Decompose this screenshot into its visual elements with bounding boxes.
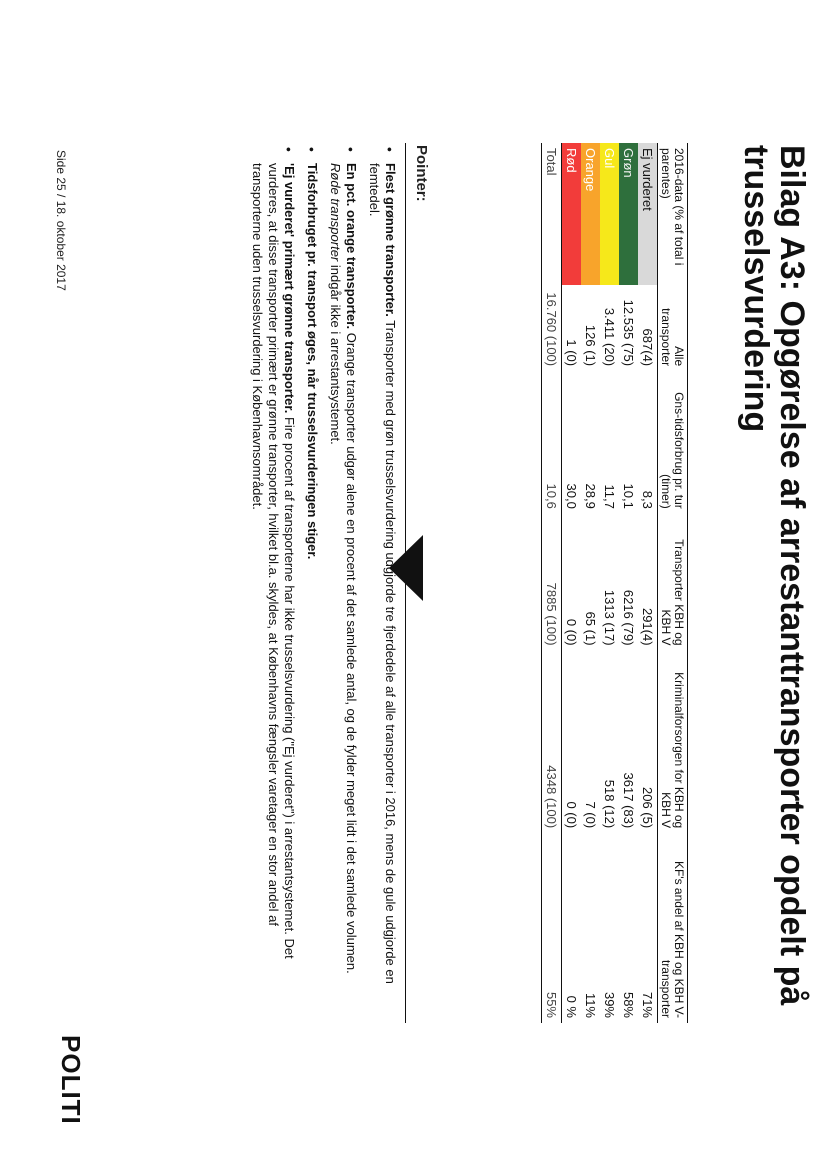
row-label-rod: Rød (562, 143, 582, 285)
table-cell: 687(4) (640, 328, 656, 367)
row-label-orange: Orange (581, 143, 600, 285)
table-row (619, 143, 638, 1023)
bullet-lead: 'Ej vurderet' primært grønne transporter. (282, 163, 297, 414)
table-cell: 0 % (564, 995, 580, 1018)
bullet-text: Transporter med grøn trusselsvurdering udgjorde tre fjerdedele af alle transporter i 2016, mens de gule udgjorde en femtedel. (367, 163, 398, 984)
table-cell: 206 (5) (640, 786, 656, 829)
table-row (638, 143, 658, 1023)
page-title: Bilag A3: Opgørelse af arrestanttransporter opdelt på trusselsvurdering (737, 145, 811, 1006)
row-label-gul: Gul (600, 143, 619, 285)
table-cell: 518 (12) (602, 779, 618, 829)
column-header: Transporter KBH og KBH V (659, 539, 686, 646)
table-cell: 7885 (100) (544, 582, 560, 646)
column-header: Gns-tidsforbrug pr. tur (timer) (659, 392, 686, 509)
bullet-lead: Flest grønne transporter. (383, 163, 398, 317)
list-item (327, 145, 359, 985)
politi-logo: POLITI (56, 1035, 86, 1125)
table-cell: 71% (640, 991, 656, 1018)
table-cell: 0 (0) (564, 801, 580, 829)
pointer-list (242, 145, 398, 985)
table-cell: 65 (1) (583, 611, 599, 646)
row-label-total: Total (544, 148, 560, 176)
bullet-text: indgår ikke i arrestantsystemet. (328, 261, 343, 445)
table-cell: 28,9 (583, 483, 599, 509)
page-footer: Side 25 / 18. oktober 2017 (54, 150, 68, 291)
table-cell: 4348 (100) (544, 765, 560, 829)
table-cell: 3617 (83) (621, 772, 637, 829)
column-header: Kriminalforsorgen for KBH og KBH V (659, 672, 686, 829)
list-item (249, 145, 297, 985)
table-cell: 30,0 (564, 483, 580, 509)
bullet-lead: En pct. orange transporter. (344, 163, 359, 330)
divider (405, 143, 406, 1023)
table-cell: 7 (0) (583, 801, 599, 829)
table-cell: 0 (0) (564, 618, 580, 646)
table-cell: 12.535 (75) (621, 299, 637, 367)
bullet-text: Orange transporter udgør alene en procent af det samlede antal, og de fylder meget lidt i det samlede volumen. (344, 329, 359, 974)
pointer-heading: Pointer: (413, 145, 430, 202)
table-cell: 1313 (17) (602, 589, 618, 646)
table-cell: 3.411 (20) (602, 307, 618, 367)
table-total-row (542, 143, 562, 1023)
bullet-lead: Tidsforbruget pr. transport øges, når trusselsvurderingen stiger. (305, 163, 320, 560)
table-cell: 6216 (79) (621, 589, 637, 646)
transport-table (541, 143, 688, 1023)
table-row (600, 143, 619, 1023)
table-cell: 58% (621, 991, 637, 1018)
bullet-text: Fire procent af transporterne har ikke trusselsvurdering ("Ej vurderet") i arrestantsystemet. Det vurderes, at disse transporter primært er grønne transporter, hvilket bl.a. skyldes, at Københavns fængsler varetager en stor andel af transporterne uden trusselsvurdering i Københavnsområdet. (250, 163, 297, 959)
table-cell: 11% (583, 992, 599, 1018)
table-cell: 39% (602, 991, 618, 1018)
table-row (581, 143, 600, 1023)
table-cell: 291(4) (640, 607, 656, 646)
table-row (562, 143, 582, 1023)
column-header: Alle transporter (659, 308, 686, 367)
row-label-ej-vurderet: Ej vurderet (638, 143, 658, 285)
list-item (366, 145, 398, 985)
table-cell: 11,7 (602, 484, 618, 509)
table-cell: 10,6 (544, 483, 560, 509)
table-cell: 16.760 (100) (544, 292, 560, 367)
table-cell: 126 (1) (583, 324, 599, 367)
table-cell: 55% (544, 991, 560, 1018)
list-item (304, 145, 320, 985)
column-header: 2016-data (% af total i parentes) (659, 148, 686, 266)
table-cell: 1 (0) (564, 339, 580, 367)
row-label-gron: Grøn (619, 143, 638, 285)
table-header-row (658, 143, 688, 1023)
column-header: KF's andel af KBH og KBH V-transporter (659, 860, 686, 1018)
table-cell: 8,3 (640, 490, 656, 509)
bullet-italic: Røde transporter (328, 163, 343, 262)
table-cell: 10,1 (621, 483, 637, 509)
